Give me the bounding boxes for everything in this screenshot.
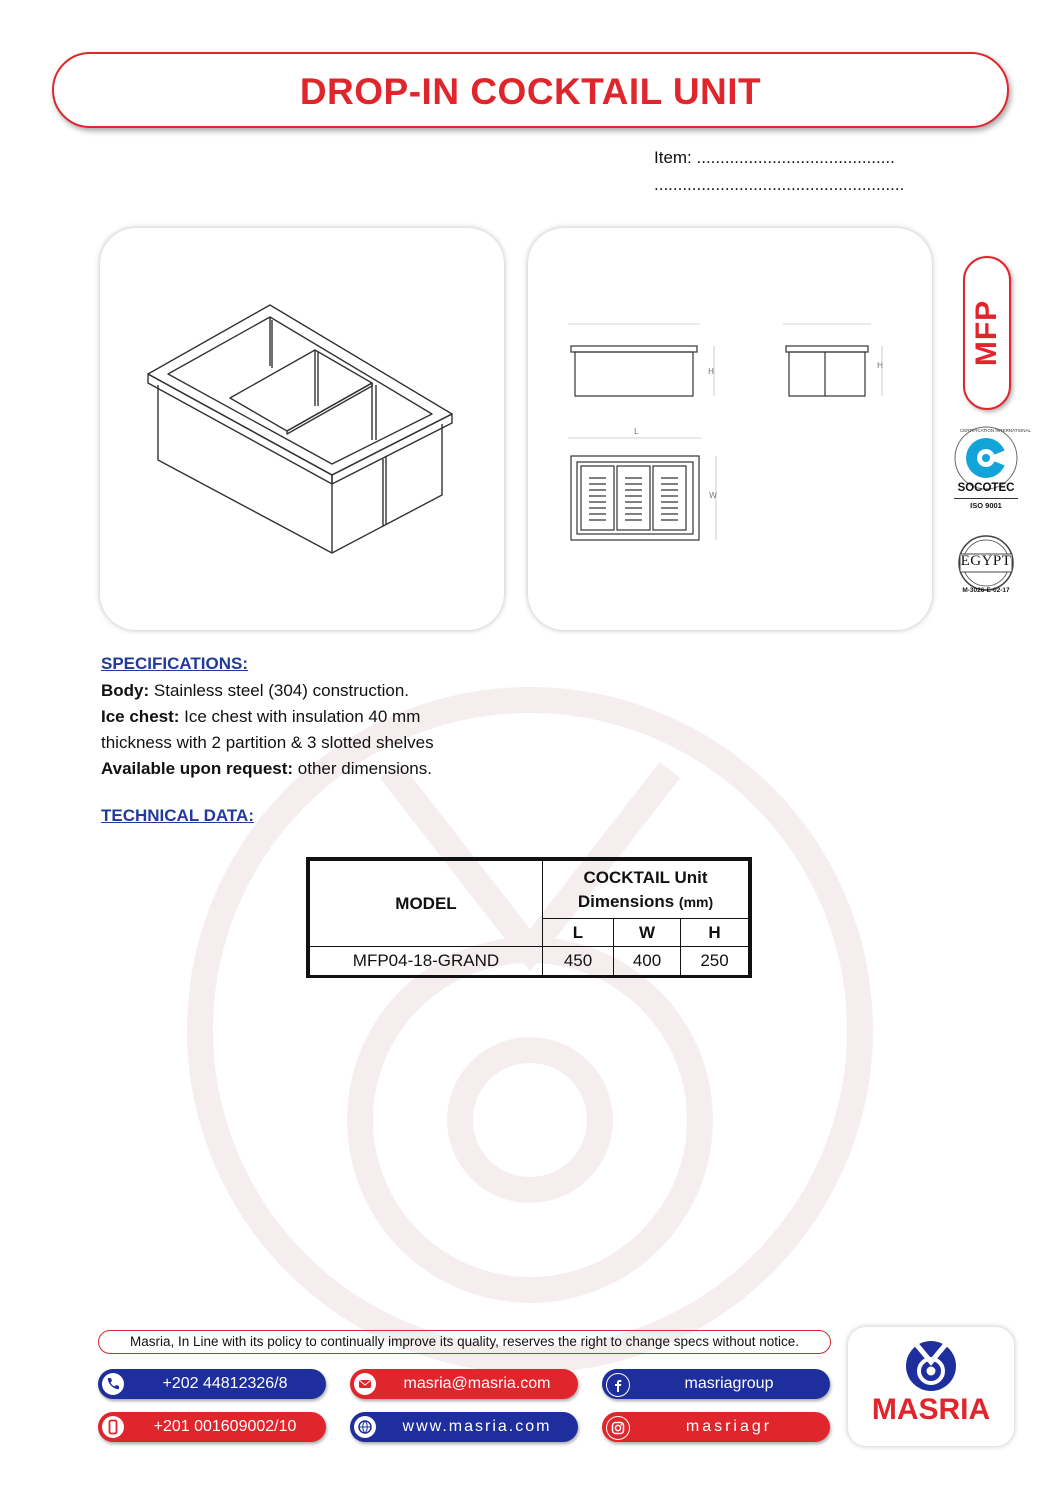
instagram-pill[interactable] — [602, 1412, 830, 1442]
technical-data-heading: TECHNICAL DATA: — [101, 806, 254, 825]
height-dim-label-front: H — [708, 367, 715, 376]
spec-body — [101, 678, 409, 704]
egypt-certificate — [950, 534, 1022, 598]
page-title: DROP-IN COCKTAIL UNIT — [299, 71, 762, 112]
masria-logo-icon — [902, 1336, 960, 1392]
length-dim-label: L — [634, 427, 639, 436]
masria-logo-text: MASRIA — [871, 1393, 991, 1426]
technical-drawing-panel — [528, 228, 932, 630]
egypt-code: M-3026-E-02-17 — [962, 587, 1010, 594]
item-field: Item: .......................................... — [654, 148, 895, 167]
cell-length: 450 — [543, 947, 614, 976]
disclaimer-notice: Masria, In Line with its policy to continually improve its quality, reserves the right to change specs without notice. — [98, 1330, 831, 1354]
phone-pill-2[interactable] — [98, 1412, 326, 1442]
cell-width: 400 — [614, 947, 681, 976]
model-header: MODEL — [310, 861, 543, 947]
spec-ice-text: Ice chest with insulation 40 mm — [179, 707, 421, 726]
instagram-icon — [606, 1416, 630, 1440]
phone-number-1: +202 44812326/8 — [162, 1375, 288, 1392]
website-url: www.masria.com — [402, 1418, 552, 1435]
height-dim-label-side: H — [877, 361, 884, 370]
phone-number-2: +201 001609002/10 — [153, 1418, 297, 1435]
dimensions-header-title: Dimensions — [577, 891, 675, 911]
col-header-length: L — [543, 919, 614, 947]
item-field-continuation: ..................................................... — [654, 175, 905, 194]
specifications-heading: SPECIFICATIONS: — [101, 654, 249, 673]
facebook-pill[interactable] — [602, 1369, 830, 1399]
spec-body-text: Stainless steel (304) construction. — [149, 681, 410, 700]
dimensions-header — [543, 861, 749, 919]
product-image-panel — [100, 228, 504, 630]
col-header-height: H — [681, 919, 749, 947]
facebook-handle: masriagroup — [684, 1375, 774, 1392]
technical-views-drawing — [528, 228, 932, 630]
iso-label: ISO 9001 — [954, 498, 1018, 510]
spec-ice-chest-cont: thickness with 2 partition & 3 slotted shelves — [101, 733, 434, 752]
facebook-icon — [606, 1373, 630, 1397]
email-pill[interactable] — [350, 1369, 578, 1399]
table-row — [310, 947, 749, 976]
egypt-label: EGYPT — [960, 553, 1012, 569]
cell-model: MFP04-18-GRAND — [310, 947, 543, 976]
technical-data-table — [306, 857, 752, 978]
spec-body-label: Body: — [101, 681, 150, 700]
website-pill[interactable] — [350, 1412, 578, 1442]
socotec-certificate — [950, 424, 1032, 516]
cell-height: 250 — [681, 947, 749, 976]
dimensions-header-line1: COCKTAIL Unit — [583, 867, 708, 887]
width-dim-label: W — [709, 491, 717, 500]
spec-ice-chest — [101, 704, 420, 730]
mfp-badge-text: MFP — [970, 299, 1003, 367]
socotec-name: SOCOTEC — [957, 482, 1015, 494]
phone-icon — [102, 1373, 124, 1395]
dimensions-unit: (mm) — [678, 893, 714, 910]
spec-request-text: other dimensions. — [293, 759, 432, 778]
spec-ice-label: Ice chest: — [101, 707, 180, 726]
spec-request — [101, 756, 432, 782]
globe-icon — [354, 1416, 376, 1438]
email-icon — [354, 1373, 376, 1395]
socotec-ring-text: CERTIFICATION INTERNATIONAL — [960, 428, 1032, 433]
col-header-width: W — [614, 919, 681, 947]
instagram-handle: masriagr — [685, 1418, 773, 1435]
mobile-icon — [102, 1416, 124, 1438]
email-address: masria@masria.com — [403, 1375, 551, 1392]
spec-request-label: Available upon request: — [101, 759, 294, 778]
mfp-badge — [963, 256, 1011, 410]
phone-pill-1[interactable] — [98, 1369, 326, 1399]
dimensions-header-line2 — [543, 890, 748, 914]
product-isometric-drawing — [100, 228, 504, 630]
